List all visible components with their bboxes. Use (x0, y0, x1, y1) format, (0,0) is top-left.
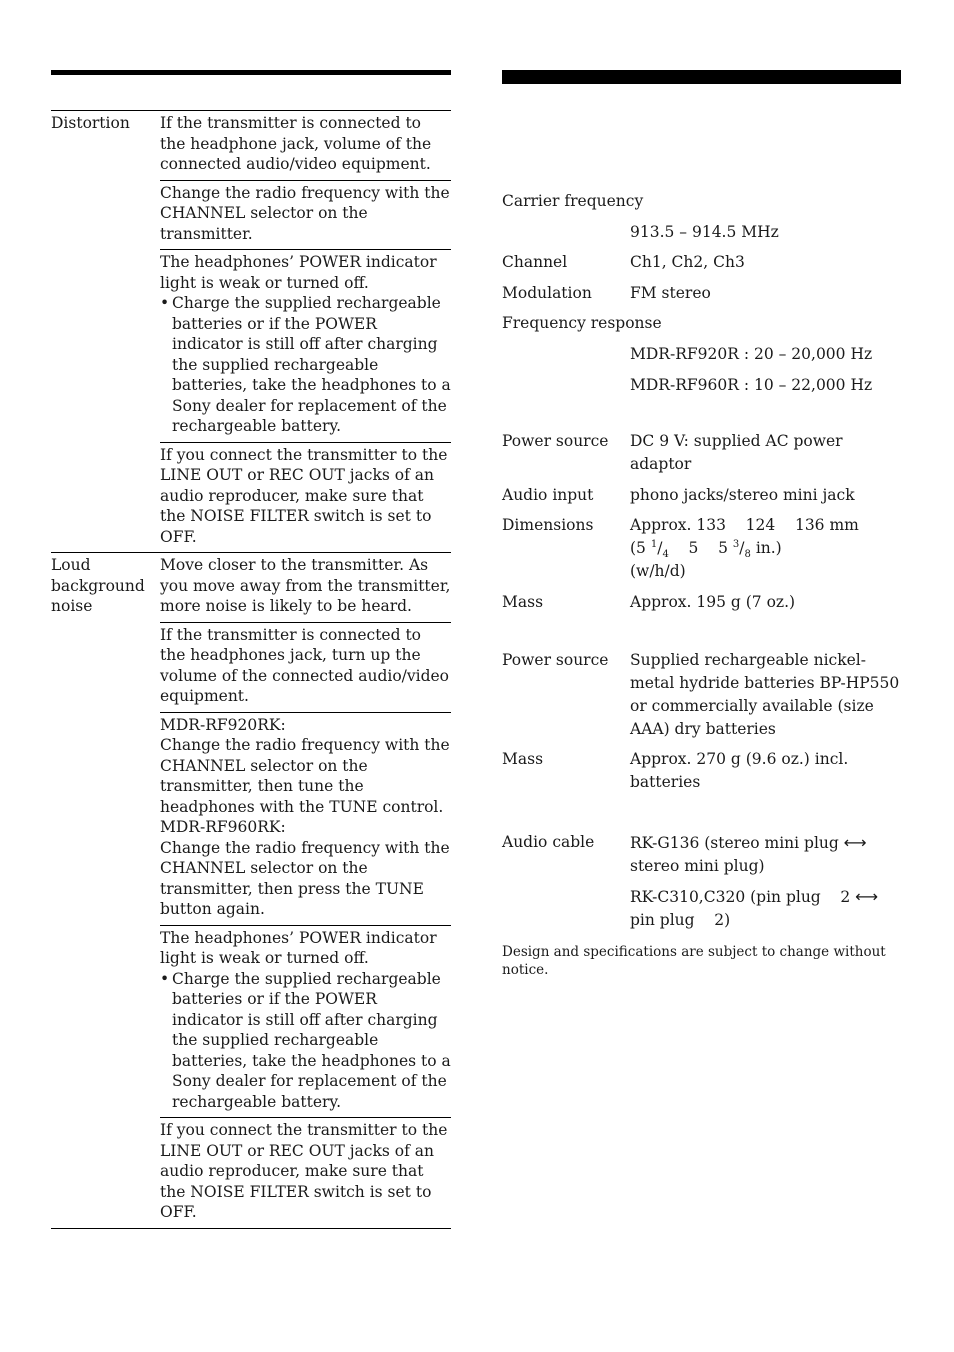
remedy-text: MDR-RF920RK: Change the radio frequency with the CHANNEL selector on the transmitter, then tune the headphones with the TUNE control. MDR-RF960RK: Change the radio frequency with the CHANNEL selector on the transmitter, then press the TUNE button again. (160, 715, 450, 918)
spec-label: Frequency response (502, 314, 662, 333)
problem-label: Distortion (51, 114, 130, 132)
spec-audio-input (502, 484, 901, 507)
spec-label: Dimensions (502, 516, 594, 535)
bullet-item (160, 969, 451, 1113)
spec-value: RK-C310,C320 (pin plug 2 ⟷ pin plug 2) (630, 887, 879, 930)
bullet-icon: • (160, 294, 170, 312)
remedy-list (160, 111, 451, 552)
remedy-text: If you connect the transmitter to the LINE OUT or REC OUT jacks of an audio reproducer, make sure that the NOISE FILTER switch is set to OFF. (160, 445, 448, 546)
spec-value: Approx. 195 g (7 oz.) (630, 592, 796, 611)
remedy (160, 712, 451, 925)
spec-channel (502, 251, 901, 274)
spec-carrier-frequency-value (502, 221, 901, 244)
remedy-text: If the transmitter is connected to the headphones jack, turn up the volume of the connected audio/video equipment. (160, 625, 450, 705)
spec-value: MDR-RF960R : 10 – 22,000 Hz (630, 375, 873, 394)
section-header-bar-right (502, 70, 901, 84)
section-rule-left (51, 70, 451, 75)
spec-value: DC 9 V: supplied AC power adaptor (630, 432, 843, 474)
bullet-text: Charge the supplied rechargeable batteries or if the POWER indicator is still off after charging the supplied rechargeable batteries, take the headphones to a Sony dealer for replacement of the rechargeable battery. (172, 294, 451, 435)
remedy-text: If the transmitter is connected to the headphone jack, volume of the connected audio/video equipment. (160, 114, 432, 173)
remedy-text: The headphones’ POWER indicator light is weak or turned off. (160, 928, 437, 967)
remedy-text: The headphones’ POWER indicator light is weak or turned off. (160, 253, 437, 292)
remedy (160, 249, 451, 442)
spec-modulation (502, 282, 901, 305)
remedy-text: If you connect the transmitter to the LINE OUT or REC OUT jacks of an audio reproducer, make sure that the NOISE FILTER switch is set to OFF. (160, 1121, 448, 1221)
remedy (160, 553, 451, 622)
problem-group-distortion (51, 111, 451, 553)
spec-headphones-mass (502, 748, 901, 794)
spec-label: Power source (502, 650, 609, 669)
footnote: Design and specifications are subject to change without notice. (502, 944, 886, 978)
spec-headphones-power-source (502, 649, 901, 741)
spec-transmitter-mass (502, 591, 901, 614)
spec-value: Approx. 133 124 136 mm (5 $^1/_4$ 5 5 $^3/_8$ in.) (w/h/d) (630, 516, 859, 581)
troubleshooting-table (51, 110, 451, 1229)
spec-dimensions (502, 514, 901, 583)
spec-transmitter-power-source (502, 430, 901, 476)
spec-label: Power source (502, 432, 609, 451)
spec-value: RK-G136 (stereo mini plug ⟷ stereo mini plug) (630, 832, 867, 875)
double-arrow-icon: ⟷ (855, 887, 879, 907)
remedy (160, 442, 451, 553)
remedy-text: Move closer to the transmitter. As you move away from the transmitter, more noise is likely to be heard. (160, 556, 451, 615)
spec-value: 913.5 – 914.5 MHz (630, 222, 779, 241)
spec-label: Channel (502, 253, 568, 272)
double-arrow-icon: ⟷ (843, 832, 867, 852)
spec-value: Ch1, Ch2, Ch3 (630, 253, 745, 272)
spec-frequency-response-value-1 (502, 343, 901, 366)
spec-label: Audio cable (502, 832, 595, 851)
spec-value: phono jacks/stereo mini jack (630, 485, 855, 504)
remedy-text: Change the radio frequency with the CHANNEL selector on the transmitter. (160, 183, 450, 243)
spec-label: Mass (502, 750, 544, 769)
bullet-icon: • (160, 969, 170, 988)
remedy (160, 622, 451, 712)
bullet-item (160, 293, 451, 437)
spec-value: MDR-RF920R : 20 – 20,000 Hz (630, 344, 873, 363)
remedy (160, 180, 451, 250)
spec-label: Carrier frequency (502, 192, 644, 210)
problem-group-loud-background-noise (51, 553, 451, 1229)
dimensions-whd: (w/h/d) (630, 562, 686, 581)
dimensions-mm: Approx. 133 124 136 mm (630, 516, 859, 535)
remedy (160, 1117, 451, 1228)
remedy (160, 925, 451, 1118)
spec-frequency-response (502, 312, 901, 335)
spec-frequency-response-value-2 (502, 374, 901, 397)
spec-value: FM stereo (630, 283, 711, 302)
spec-carrier-frequency (502, 190, 901, 213)
specifications (502, 190, 901, 940)
bullet-text: Charge the supplied rechargeable batteries or if the POWER indicator is still off after charging the supplied rechargeable batteries, take the headphones to a Sony dealer for replacement of the rechargeable battery. (172, 969, 451, 1111)
spec-value: Supplied rechargeable nickel-metal hydride batteries BP-HP550 or commercially available (size AAA) dry batteries (630, 650, 900, 738)
spec-label: Mass (502, 592, 544, 611)
remedy-list (160, 553, 451, 1228)
spec-label: Modulation (502, 283, 592, 302)
spec-audio-cable-2 (502, 885, 901, 932)
problem-label: Loud background noise (51, 556, 145, 615)
spec-audio-cable (502, 831, 901, 878)
spec-value: Approx. 270 g (9.6 oz.) incl. batteries (630, 750, 849, 792)
spec-label: Audio input (502, 485, 594, 504)
remedy (160, 111, 451, 180)
